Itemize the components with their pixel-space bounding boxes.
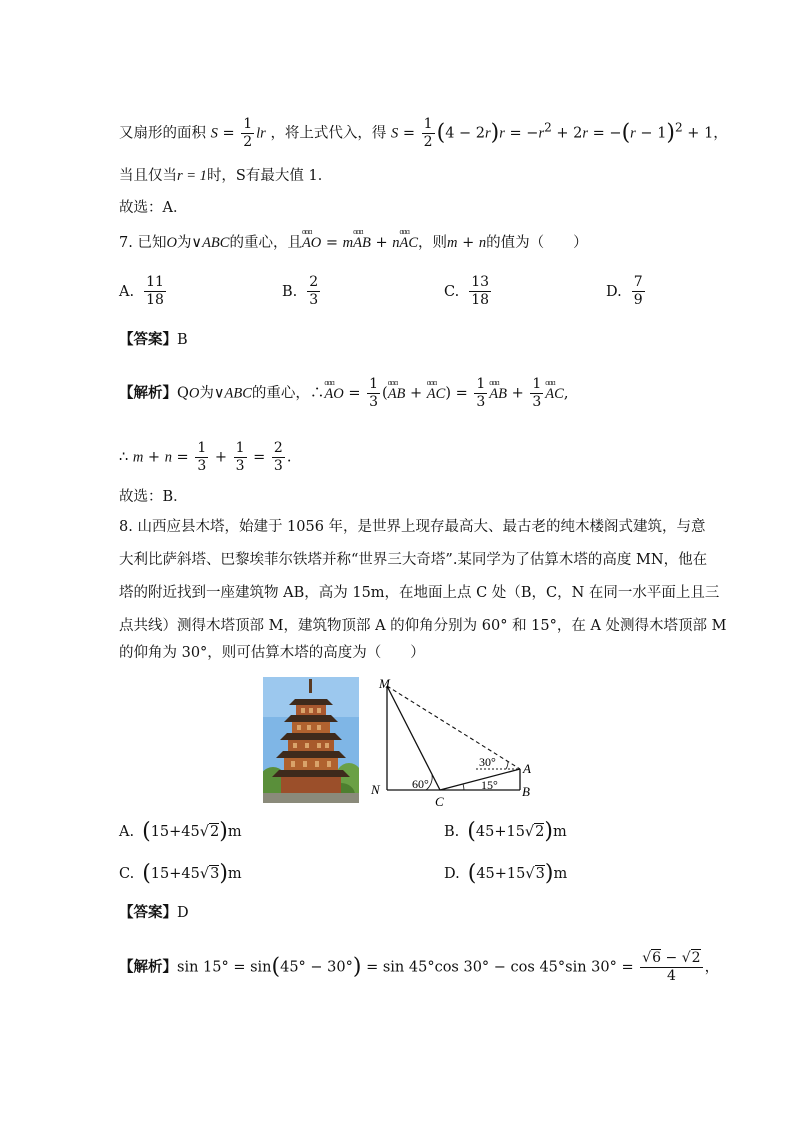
line-MA-dashed	[387, 686, 520, 769]
q7-conclusion: 故选：B．	[119, 489, 188, 505]
q7-option-c: C. $\frac{13}{18}$	[444, 274, 490, 308]
line-MC	[387, 686, 440, 790]
label-C: C	[435, 794, 444, 809]
q8-option-a: A. (15+45√2)m	[119, 819, 242, 844]
q8-option-c: C. (15+45√3)m	[119, 861, 242, 886]
arc-30	[506, 762, 508, 769]
q7-option-b: B. $\frac{2}{3}$	[282, 274, 319, 308]
question-7-stem: 7. 已知O为∨ABC的重心，且ɑɑɑ AO = mɑɑɑ AB + nɑɑɑ AC，则m + n的值为（ ）	[119, 233, 588, 253]
label-M: M	[379, 676, 390, 691]
q7-option-a: A. $\frac{11}{18}$	[119, 274, 164, 308]
label-N: N	[371, 782, 380, 797]
q8-option-b: B. (45+15√2)m	[444, 819, 567, 844]
question-8-line-4: 点共线）测得木塔顶部 M，建筑物顶部 A 的仰角分别为 60° 和 15°，在 A 处测得木塔顶部 M	[119, 618, 727, 634]
question-8-line-1: 8. 山西应县木塔，始建于 1056 年，是世界上现存最高大、最古老的纯木楼阁式建筑，与意	[119, 519, 706, 535]
geometry-diagram	[368, 672, 538, 812]
question-8-line-5: 的仰角为 30°，则可估算木塔的高度为（ ）	[119, 645, 425, 661]
q7-analysis-result: ∴ m + n = $\frac{1}{3}$ + $\frac{1}{3}$ = $\frac{2}{3}$ .	[119, 440, 292, 474]
q7-answer: 【答案】B	[119, 331, 188, 348]
question-8-line-3: 塔的附近找到一座建筑物 AB，高为 15m，在地面上点 C 处（B，C，N 在同一水平面上且三	[119, 585, 720, 601]
label-B: B	[522, 784, 530, 799]
label-angle-15: 15°	[481, 778, 498, 792]
pagoda-photo	[263, 677, 359, 803]
label-angle-30: 30°	[479, 755, 496, 769]
q8-answer: 【答案】D	[119, 904, 189, 921]
label-A: A	[523, 761, 531, 776]
label-angle-60: 60°	[412, 777, 429, 791]
q8-option-d: D. (45+15√3)m	[444, 861, 568, 886]
q7-analysis: 【解析】QO为∨ABC的重心，∴ɑɑɑ AO = $\frac{1}{3}$ (ɑɑɑ AB + ɑɑɑ AC) = $\frac{1}{3}$ ɑɑɑ AB + $\frac{1}{3}$ ɑɑɑ AC,	[119, 376, 568, 411]
text-line-choice-a: 故选：A．	[119, 200, 188, 216]
line-CA	[440, 769, 520, 790]
text-line-sector-area: 又扇形的面积 S = $\frac{1}{2}$ lr ，将上式代入，得 S = $\frac{1}{2}$ $(4 - 2r)r = -r^2 + 2r = -(r - 1)^2 + 1$，	[119, 116, 728, 150]
q8-analysis: 【解析】sin 15° = sin(45° − 30°) = sin 45°cos 30° − cos 45°sin 30° = $\frac{√6 - √2}{4}$ ，	[119, 950, 720, 984]
text-line-max: 当且仅当r = 1时，S有最大值 1．	[119, 168, 333, 184]
q7-option-d: D. $\frac{7}{9}$	[606, 274, 643, 308]
question-8-line-2: 大利比萨斜塔、巴黎埃菲尔铁塔并称“世界三大奇塔”.某同学为了估算木塔的高度 MN，他在	[119, 552, 708, 568]
arc-15	[463, 784, 464, 790]
